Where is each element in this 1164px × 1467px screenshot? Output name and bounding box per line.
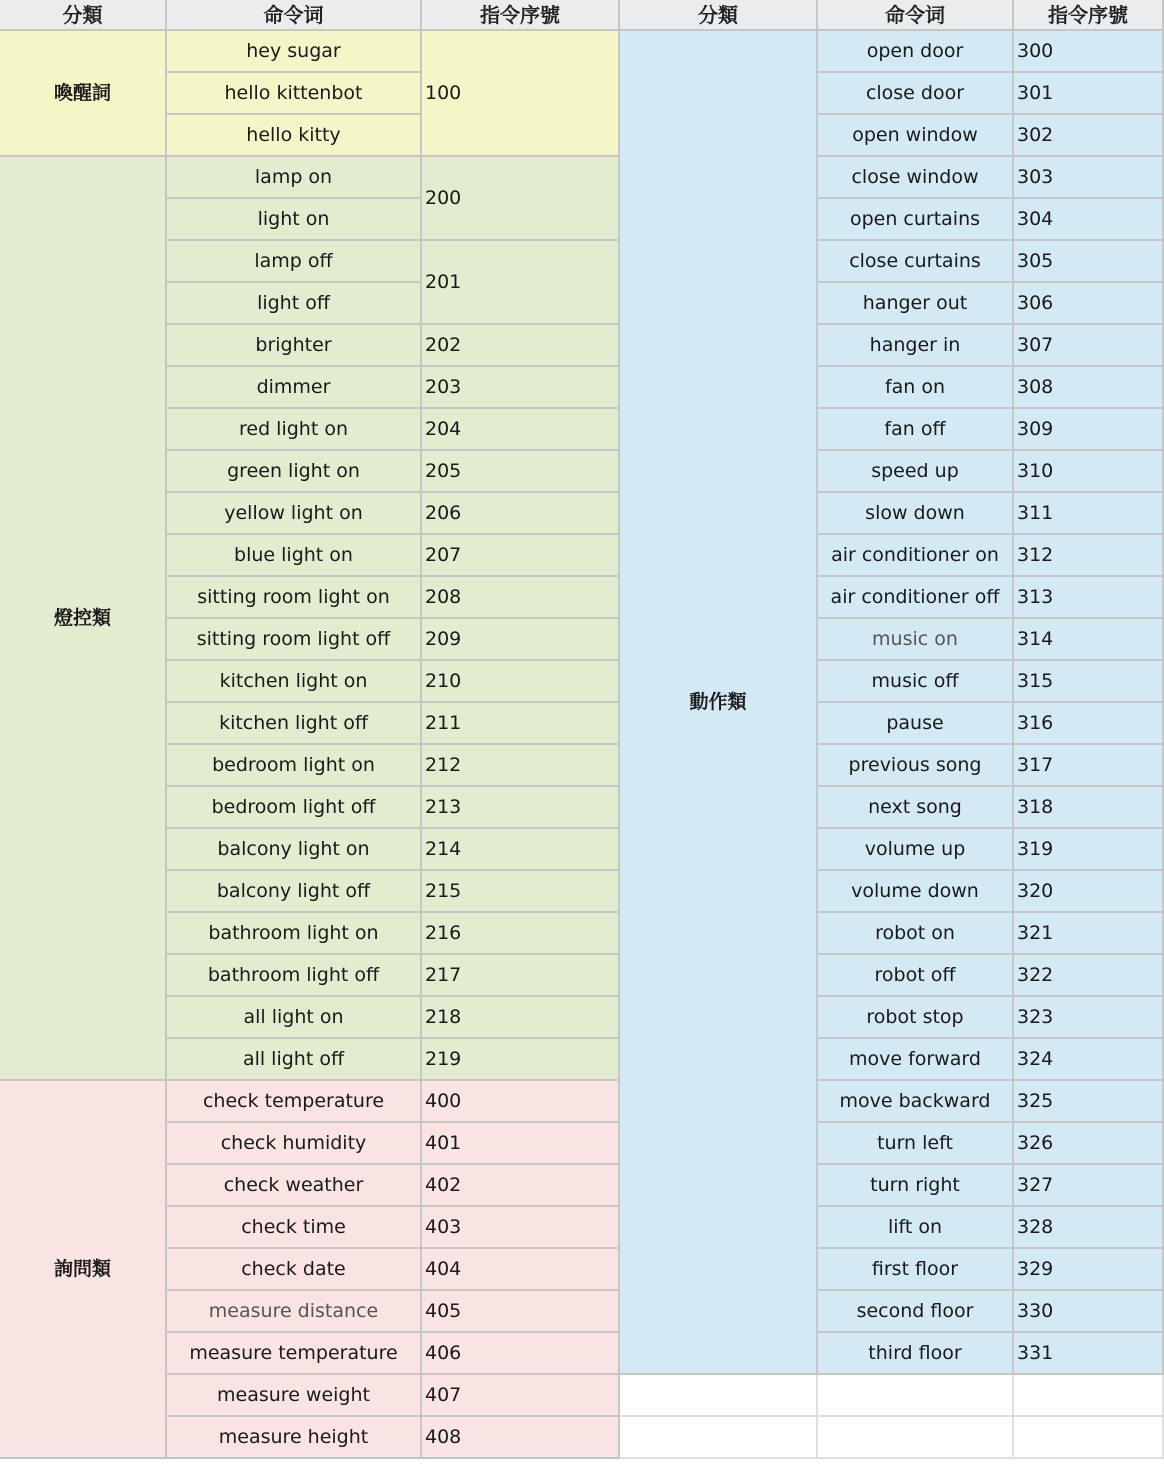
- category-query: 詢問類: [0, 1081, 167, 1459]
- category-action: 動作類: [620, 31, 818, 1375]
- command-cell: robot on: [818, 913, 1014, 955]
- code-cell: 205: [422, 451, 620, 493]
- command-cell: close door: [818, 73, 1014, 115]
- command-cell: bathroom light on: [167, 913, 422, 955]
- code-cell: 301: [1014, 73, 1164, 115]
- command-cell: dimmer: [167, 367, 422, 409]
- code-cell: 315: [1014, 661, 1164, 703]
- code-cell: 204: [422, 409, 620, 451]
- command-cell: fan on: [818, 367, 1014, 409]
- code-cell: 200: [422, 157, 620, 241]
- command-cell: bedroom light on: [167, 745, 422, 787]
- command-cell: next song: [818, 787, 1014, 829]
- command-cell: hello kitty: [167, 115, 422, 157]
- command-cell: sitting room light on: [167, 577, 422, 619]
- code-cell: 216: [422, 913, 620, 955]
- command-cell: hello kittenbot: [167, 73, 422, 115]
- command-cell: sitting room light off: [167, 619, 422, 661]
- code-cell: 404: [422, 1249, 620, 1291]
- code-cell: 326: [1014, 1123, 1164, 1165]
- code-cell: 203: [422, 367, 620, 409]
- command-cell: all light off: [167, 1039, 422, 1081]
- command-cell: volume down: [818, 871, 1014, 913]
- command-cell: bedroom light off: [167, 787, 422, 829]
- column-header: 命令词: [818, 0, 1014, 31]
- command-cell: previous song: [818, 745, 1014, 787]
- code-cell: 218: [422, 997, 620, 1039]
- code-cell: 307: [1014, 325, 1164, 367]
- command-cell: fan off: [818, 409, 1014, 451]
- code-cell: 319: [1014, 829, 1164, 871]
- code-cell: 207: [422, 535, 620, 577]
- command-cell: open window: [818, 115, 1014, 157]
- command-cell: all light on: [167, 997, 422, 1039]
- code-cell: 303: [1014, 157, 1164, 199]
- code-cell: 405: [422, 1291, 620, 1333]
- column-header: 分類: [620, 0, 818, 31]
- code-cell: 321: [1014, 913, 1164, 955]
- code-cell: 328: [1014, 1207, 1164, 1249]
- command-cell: pause: [818, 703, 1014, 745]
- command-cell: yellow light on: [167, 493, 422, 535]
- command-cell: hanger in: [818, 325, 1014, 367]
- command-cell: turn right: [818, 1165, 1014, 1207]
- code-cell: 400: [422, 1081, 620, 1123]
- command-cell: music on: [818, 619, 1014, 661]
- command-cell: open curtains: [818, 199, 1014, 241]
- command-cell: light off: [167, 283, 422, 325]
- code-cell: 305: [1014, 241, 1164, 283]
- code-cell: 212: [422, 745, 620, 787]
- code-cell: 316: [1014, 703, 1164, 745]
- code-cell: 324: [1014, 1039, 1164, 1081]
- command-cell: check humidity: [167, 1123, 422, 1165]
- code-cell: 402: [422, 1165, 620, 1207]
- command-cell: measure height: [167, 1417, 422, 1459]
- code-cell: 300: [1014, 31, 1164, 73]
- code-cell: 206: [422, 493, 620, 535]
- code-cell: 210: [422, 661, 620, 703]
- code-cell: 208: [422, 577, 620, 619]
- command-cell: balcony light on: [167, 829, 422, 871]
- command-cell: move backward: [818, 1081, 1014, 1123]
- empty-cell: [620, 1417, 818, 1459]
- empty-cell: [1014, 1417, 1164, 1459]
- command-cell: check weather: [167, 1165, 422, 1207]
- command-cell: hey sugar: [167, 31, 422, 73]
- code-cell: 318: [1014, 787, 1164, 829]
- command-cell: close curtains: [818, 241, 1014, 283]
- code-cell: 311: [1014, 493, 1164, 535]
- column-header: 分類: [0, 0, 167, 31]
- command-cell: third floor: [818, 1333, 1014, 1375]
- code-cell: 325: [1014, 1081, 1164, 1123]
- command-cell: bathroom light off: [167, 955, 422, 997]
- code-cell: 309: [1014, 409, 1164, 451]
- code-cell: 219: [422, 1039, 620, 1081]
- command-cell: speed up: [818, 451, 1014, 493]
- command-cell: balcony light off: [167, 871, 422, 913]
- command-cell: measure distance: [167, 1291, 422, 1333]
- code-cell: 201: [422, 241, 620, 325]
- code-cell: 313: [1014, 577, 1164, 619]
- command-cell: red light on: [167, 409, 422, 451]
- command-cell: lamp on: [167, 157, 422, 199]
- code-cell: 304: [1014, 199, 1164, 241]
- command-cell: first floor: [818, 1249, 1014, 1291]
- code-cell: 100: [422, 31, 620, 157]
- code-cell: 306: [1014, 283, 1164, 325]
- empty-cell: [620, 1375, 818, 1417]
- code-cell: 403: [422, 1207, 620, 1249]
- command-cell: air conditioner on: [818, 535, 1014, 577]
- column-header: 指令序號: [422, 0, 620, 31]
- code-cell: 211: [422, 703, 620, 745]
- command-cell: robot stop: [818, 997, 1014, 1039]
- code-cell: 202: [422, 325, 620, 367]
- code-cell: 401: [422, 1123, 620, 1165]
- code-cell: 217: [422, 955, 620, 997]
- code-cell: 320: [1014, 871, 1164, 913]
- command-cell: check time: [167, 1207, 422, 1249]
- command-cell: open door: [818, 31, 1014, 73]
- command-cell: kitchen light on: [167, 661, 422, 703]
- empty-cell: [818, 1375, 1014, 1417]
- category-wake: 喚醒詞: [0, 31, 167, 157]
- command-cell: move forward: [818, 1039, 1014, 1081]
- command-cell: lamp off: [167, 241, 422, 283]
- code-cell: 209: [422, 619, 620, 661]
- command-cell: kitchen light off: [167, 703, 422, 745]
- command-cell: music off: [818, 661, 1014, 703]
- command-cell: slow down: [818, 493, 1014, 535]
- command-cell: robot off: [818, 955, 1014, 997]
- code-cell: 406: [422, 1333, 620, 1375]
- empty-cell: [1014, 1375, 1164, 1417]
- command-cell: hanger out: [818, 283, 1014, 325]
- code-cell: 308: [1014, 367, 1164, 409]
- command-cell: measure weight: [167, 1375, 422, 1417]
- code-cell: 327: [1014, 1165, 1164, 1207]
- code-cell: 312: [1014, 535, 1164, 577]
- command-cell: lift on: [818, 1207, 1014, 1249]
- code-cell: 408: [422, 1417, 620, 1459]
- command-cell: check temperature: [167, 1081, 422, 1123]
- column-header: 命令词: [167, 0, 422, 31]
- code-cell: 322: [1014, 955, 1164, 997]
- command-cell: second floor: [818, 1291, 1014, 1333]
- code-cell: 331: [1014, 1333, 1164, 1375]
- code-cell: 214: [422, 829, 620, 871]
- command-cell: close window: [818, 157, 1014, 199]
- code-cell: 310: [1014, 451, 1164, 493]
- command-cell: air conditioner off: [818, 577, 1014, 619]
- code-cell: 215: [422, 871, 620, 913]
- command-cell: measure temperature: [167, 1333, 422, 1375]
- empty-cell: [818, 1417, 1014, 1459]
- category-light: 燈控類: [0, 157, 167, 1081]
- command-cell: blue light on: [167, 535, 422, 577]
- command-cell: light on: [167, 199, 422, 241]
- command-cell: turn left: [818, 1123, 1014, 1165]
- command-cell: check date: [167, 1249, 422, 1291]
- code-cell: 330: [1014, 1291, 1164, 1333]
- code-cell: 317: [1014, 745, 1164, 787]
- code-cell: 323: [1014, 997, 1164, 1039]
- command-cell: volume up: [818, 829, 1014, 871]
- code-cell: 407: [422, 1375, 620, 1417]
- code-cell: 314: [1014, 619, 1164, 661]
- code-cell: 302: [1014, 115, 1164, 157]
- code-cell: 213: [422, 787, 620, 829]
- command-cell: green light on: [167, 451, 422, 493]
- command-cell: brighter: [167, 325, 422, 367]
- column-header: 指令序號: [1014, 0, 1164, 31]
- code-cell: 329: [1014, 1249, 1164, 1291]
